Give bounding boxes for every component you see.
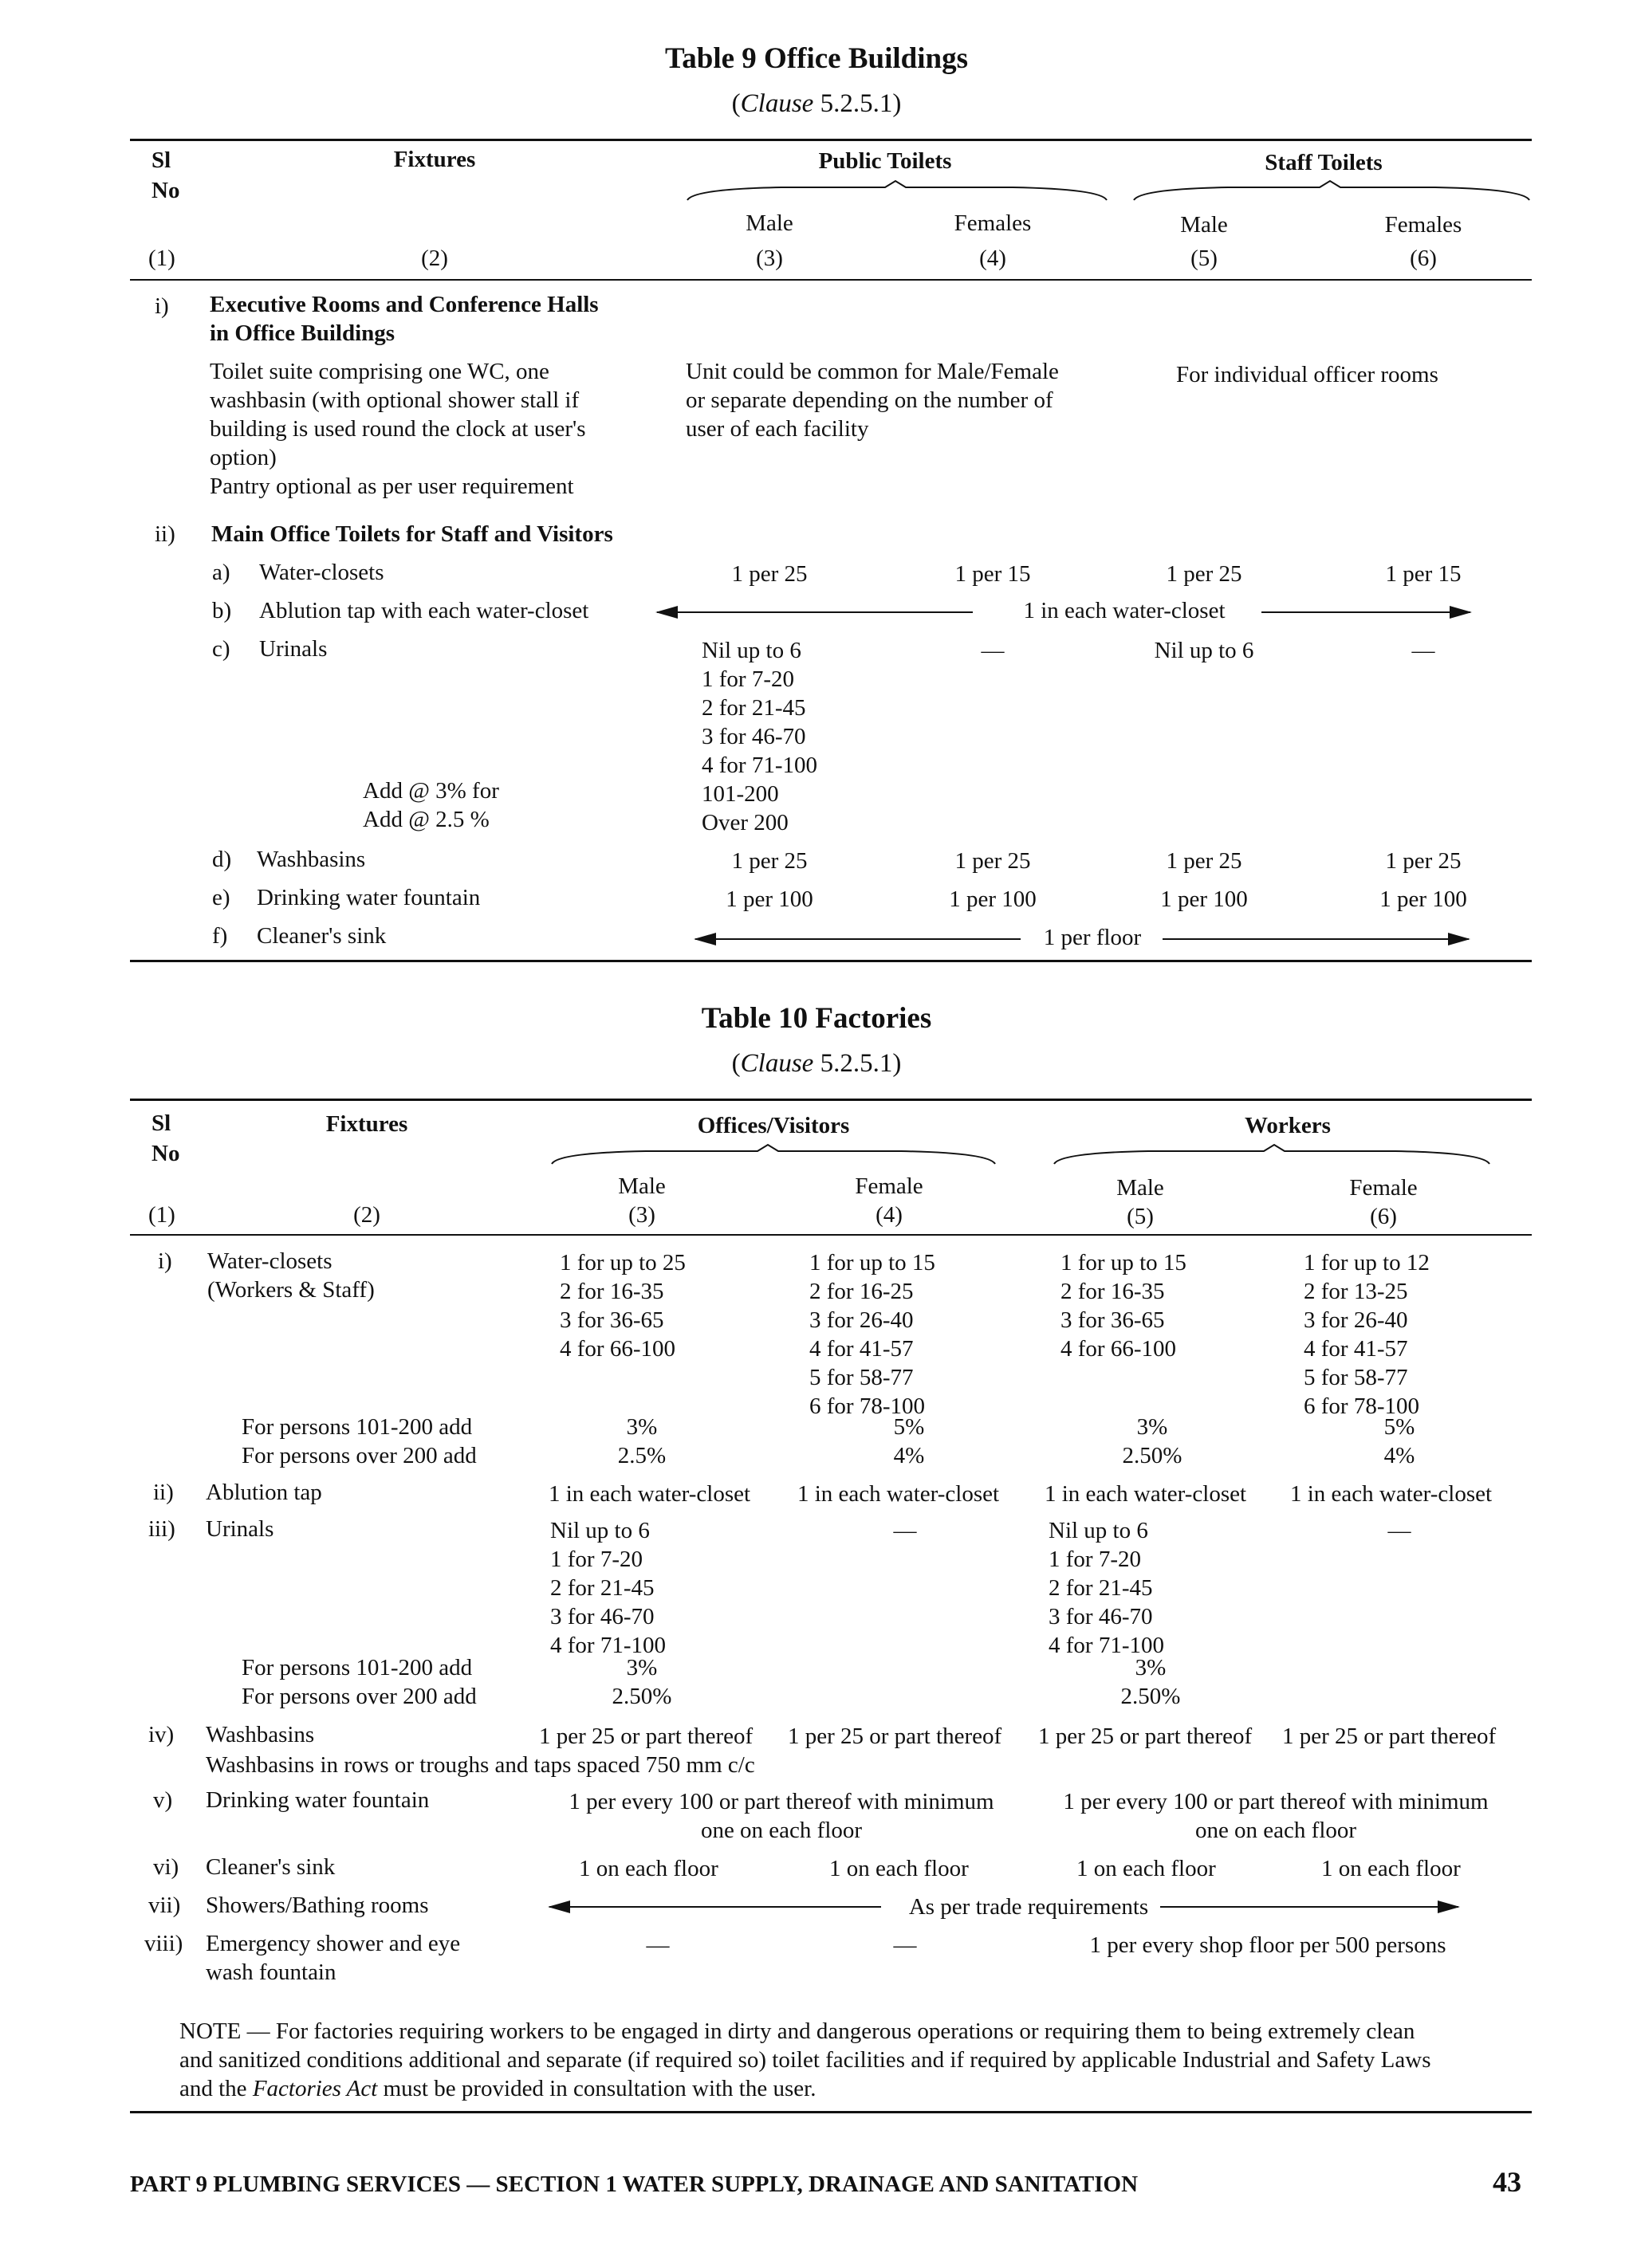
t9-sec1-num: i) xyxy=(155,293,169,319)
t9-n5: (5) xyxy=(1190,246,1218,271)
t10-r3-c6: — xyxy=(1387,1518,1411,1543)
t10-note-factories-act: Factories Act xyxy=(252,2076,378,2101)
t10-r6-c4: 1 on each floor xyxy=(829,1856,969,1881)
t9-row-e-c4: 1 per 100 xyxy=(949,886,1037,912)
t10-r8-num: viii) xyxy=(144,1931,183,1956)
t10-r8-c4: — xyxy=(893,1932,917,1958)
t9-row-b-letter: b) xyxy=(212,598,232,623)
t9-row-e-letter: e) xyxy=(212,885,230,910)
t9-row-a-c3: 1 per 25 xyxy=(731,561,808,587)
t9-row-f-span: 1 per floor xyxy=(1043,925,1142,950)
t10-r7-span: As per trade requirements xyxy=(908,1894,1149,1920)
t9-row-f-letter: f) xyxy=(212,923,228,949)
t9-row-a-label: Water-closets xyxy=(259,560,384,585)
t10-note-line3a: and the xyxy=(179,2076,253,2101)
t10-r6-num: vi) xyxy=(153,1854,179,1880)
t10-col6-header: Female xyxy=(1349,1175,1418,1201)
t10-r5-g1: 1 per every 100 or part thereof with minimum one on each floor xyxy=(569,1789,994,1843)
t10-r3-s3: 3% 2.50% xyxy=(612,1655,672,1709)
t10-r1-c3: 1 for up to 25 2 for 16-35 3 for 36-65 4 for 66-100 xyxy=(560,1250,686,1362)
t10-r4-c4: 1 per 25 or part thereof xyxy=(788,1724,1002,1749)
t9-row-a-c4: 1 per 15 xyxy=(954,561,1031,587)
t9-sec1-heading: Executive Rooms and Conference Halls in Office Buildings xyxy=(210,292,599,346)
t10-r4-label: Washbasins xyxy=(206,1722,315,1747)
t10-r3-num: iii) xyxy=(148,1516,175,1542)
t9-row-d-c5: 1 per 25 xyxy=(1166,848,1242,874)
t9-row-b-span: 1 in each water-closet xyxy=(1023,598,1226,623)
t10-r2-c3: 1 in each water-closet xyxy=(549,1481,751,1507)
t9-n2: (2) xyxy=(421,246,448,271)
t9-row-c-c6: — xyxy=(1411,638,1435,663)
t10-r1-s4: 5% 4% xyxy=(893,1414,925,1468)
table9-bottom-rule xyxy=(130,960,1532,962)
t10-r4-c3: 1 per 25 or part thereof xyxy=(539,1724,754,1749)
t9-row-c-c5: Nil up to 6 xyxy=(1154,638,1254,663)
t9-row-d-c3: 1 per 25 xyxy=(731,848,808,874)
t9-row-e-c5: 1 per 100 xyxy=(1160,886,1248,912)
t10-r1-s3: 3% 2.5% xyxy=(617,1414,667,1468)
page-number: 43 xyxy=(1493,2166,1521,2198)
t10-r2-c5: 1 in each water-closet xyxy=(1045,1481,1247,1507)
t10-n6: (6) xyxy=(1370,1204,1397,1229)
t10-workers-header: Workers xyxy=(1245,1113,1331,1138)
t10-offices-header: Offices/Visitors xyxy=(697,1113,850,1138)
table9-top-rule xyxy=(130,139,1532,141)
t10-r3-s5: 3% 2.50% xyxy=(1120,1655,1181,1709)
t9-staff-brace xyxy=(1132,179,1531,203)
footer-part-title: PART 9 PLUMBING SERVICES — SECTION 1 WATER SUPPLY, DRAINAGE AND SANITATION xyxy=(130,2172,1139,2197)
t10-r2-label: Ablution tap xyxy=(206,1480,322,1505)
t9-col5-header: Male xyxy=(1180,212,1228,238)
table10-top-rule xyxy=(130,1099,1532,1101)
t10-fixtures-header: Fixtures xyxy=(325,1111,408,1137)
t9-staff-toilets-header: Staff Toilets xyxy=(1265,150,1383,175)
t10-r5-g2: 1 per every 100 or part thereof with minimum one on each floor xyxy=(1063,1789,1489,1843)
t10-r6-c6: 1 on each floor xyxy=(1321,1856,1461,1881)
t10-r2-c6: 1 in each water-closet xyxy=(1290,1481,1493,1507)
t9-row-c-label: Urinals xyxy=(259,636,328,662)
t9-col4-header: Females xyxy=(954,210,1032,236)
t9-col6-header: Females xyxy=(1384,212,1462,238)
t10-note-line2: and sanitized conditions additional and separate (if required so) toilet facilities and if required by applicable Industrial and Safety Laws xyxy=(179,2047,1431,2073)
t10-r2-c4: 1 in each water-closet xyxy=(797,1481,1000,1507)
t9-row-c-letter: c) xyxy=(212,636,230,662)
t9-row-b-label: Ablution tap with each water-closet xyxy=(259,598,589,623)
t10-r1-c4: 1 for up to 15 2 for 16-25 3 for 26-40 4 for 41-57 5 for 58-77 6 for 78-100 xyxy=(809,1250,935,1419)
t10-r4-num: iv) xyxy=(148,1722,175,1747)
t10-r3-sub: For persons 101-200 add For persons over 200 add xyxy=(242,1655,477,1709)
t10-r1-num: i) xyxy=(158,1248,172,1274)
t10-r4-c6: 1 per 25 or part thereof xyxy=(1282,1724,1497,1749)
t10-r1-c5: 1 for up to 15 2 for 16-35 3 for 36-65 4 for 66-100 xyxy=(1060,1250,1186,1362)
t9-fixtures-header: Fixtures xyxy=(393,147,476,172)
table9-title: Table 9 Office Buildings xyxy=(664,42,968,75)
t10-r8-g2: 1 per every shop floor per 500 persons xyxy=(1089,1932,1446,1958)
t10-n2: (2) xyxy=(353,1202,380,1228)
t9-row-d-c4: 1 per 25 xyxy=(954,848,1031,874)
t10-r7-label: Showers/Bathing rooms xyxy=(206,1893,429,1918)
t10-n3: (3) xyxy=(628,1202,655,1228)
table10-clause-number: 5.2.5.1 xyxy=(820,1049,893,1078)
t10-header-rule xyxy=(130,1234,1532,1236)
t10-n4: (4) xyxy=(876,1202,903,1228)
t9-public-brace xyxy=(686,179,1108,203)
t9-row-e-c3: 1 per 100 xyxy=(726,886,813,912)
t9-row-d-letter: d) xyxy=(212,847,232,872)
t9-n6: (6) xyxy=(1410,246,1437,271)
t9-row-e-c6: 1 per 100 xyxy=(1379,886,1467,912)
table10-bottom-rule xyxy=(130,2111,1532,2113)
t10-r1-c6: 1 for up to 12 2 for 13-25 3 for 26-40 4 for 41-57 5 for 58-77 6 for 78-100 xyxy=(1304,1250,1430,1419)
t10-workers-brace xyxy=(1053,1143,1491,1167)
t10-col5-header: Male xyxy=(1116,1175,1164,1201)
table9-clause-number: 5.2.5.1 xyxy=(820,89,893,118)
t10-r3-c4: — xyxy=(893,1518,917,1543)
t9-sec2-num: ii) xyxy=(155,521,175,547)
t10-sl-header: Sl No xyxy=(151,1110,180,1166)
t10-r2-num: ii) xyxy=(153,1480,174,1505)
t9-public-toilets-header: Public Toilets xyxy=(818,148,952,174)
t9-row-a-letter: a) xyxy=(212,560,230,585)
t10-r1-sub: For persons 101-200 add For persons over 200 add xyxy=(242,1414,477,1468)
t10-r3-c3: Nil up to 6 1 for 7-20 2 for 21-45 3 for 46-70 4 for 71-100 xyxy=(550,1518,666,1658)
t10-r3-label: Urinals xyxy=(206,1516,274,1542)
t10-r5-label: Drinking water fountain xyxy=(206,1787,430,1813)
t9-row-a-c6: 1 per 15 xyxy=(1385,561,1462,587)
t10-r7-num: vii) xyxy=(148,1893,181,1918)
t9-header-rule xyxy=(130,279,1532,281)
t10-offices-brace xyxy=(550,1143,997,1167)
t9-row-c-c4: — xyxy=(981,638,1005,663)
t9-n3: (3) xyxy=(756,246,783,271)
t9-n4: (4) xyxy=(979,246,1006,271)
t9-row-a-c5: 1 per 25 xyxy=(1166,561,1242,587)
t9-row-d-c6: 1 per 25 xyxy=(1385,848,1462,874)
t9-sec1-desc: Toilet suite comprising one WC, one washbasin (with optional shower stall if building is used round the clock at user's option) Pantry optional as per user requirement xyxy=(210,359,586,499)
table10-clause-prefix: Clause xyxy=(740,1049,814,1078)
table10-title: Table 10 Factories xyxy=(701,1002,932,1035)
t9-sec2-heading: Main Office Toilets for Staff and Visitors xyxy=(211,521,613,547)
t9-sl-header: Sl No xyxy=(151,147,180,203)
t10-r8-c3: — xyxy=(646,1932,670,1958)
t9-sec1-public: Unit could be common for Male/Female or separate depending on the number of user of each facility xyxy=(686,359,1059,442)
t9-sec1-staff: For individual officer rooms xyxy=(1176,362,1438,387)
t10-r1-label: Water-closets (Workers & Staff) xyxy=(207,1248,375,1303)
t10-r6-label: Cleaner's sink xyxy=(206,1854,336,1880)
t9-row-e-label: Drinking water fountain xyxy=(257,885,481,910)
t10-note-line3b: must be provided in consultation with the user. xyxy=(377,2076,816,2101)
t10-r1-s6: 5% 4% xyxy=(1383,1414,1415,1468)
t10-r4-extra: Washbasins in rows or troughs and taps spaced 750 mm c/c xyxy=(206,1752,755,1778)
t10-r6-c5: 1 on each floor xyxy=(1076,1856,1216,1881)
t9-row-d-label: Washbasins xyxy=(257,847,366,872)
table10-clause: (Clause 5.2.5.1) xyxy=(731,1049,902,1078)
t10-col3-header: Male xyxy=(618,1173,666,1199)
t10-r8-label: Emergency shower and eye wash fountain xyxy=(206,1931,461,1985)
t10-col4-header: Female xyxy=(855,1173,923,1199)
table9-clause-prefix: Clause xyxy=(740,89,814,118)
t10-note-line3 xyxy=(179,2074,816,2103)
t10-r1-s5: 3% 2.50% xyxy=(1122,1414,1182,1468)
t9-row-c-c3: Nil up to 6 1 for 7-20 2 for 21-45 3 for 46-70 4 for 71-100 101-200 Over 200 xyxy=(702,638,817,835)
t10-r5-num: v) xyxy=(153,1787,173,1813)
t9-row-f-label: Cleaner's sink xyxy=(257,923,387,949)
t10-r6-c3: 1 on each floor xyxy=(579,1856,718,1881)
t10-n5: (5) xyxy=(1127,1204,1154,1229)
t10-r3-c5: Nil up to 6 1 for 7-20 2 for 21-45 3 for 46-70 4 for 71-100 xyxy=(1049,1518,1164,1658)
t9-col3-header: Male xyxy=(746,210,793,236)
t10-n1: (1) xyxy=(148,1202,175,1228)
t9-row-c-add: Add @ 3% for Add @ 2.5 % xyxy=(363,778,499,832)
table9-clause: (Clause 5.2.5.1) xyxy=(731,89,902,118)
t10-r4-c5: 1 per 25 or part thereof xyxy=(1038,1724,1253,1749)
t9-n1: (1) xyxy=(148,246,175,271)
t10-note-line1: NOTE — For factories requiring workers to be engaged in dirty and dangerous operations or requiring them to being extremely clean xyxy=(179,2018,1415,2044)
